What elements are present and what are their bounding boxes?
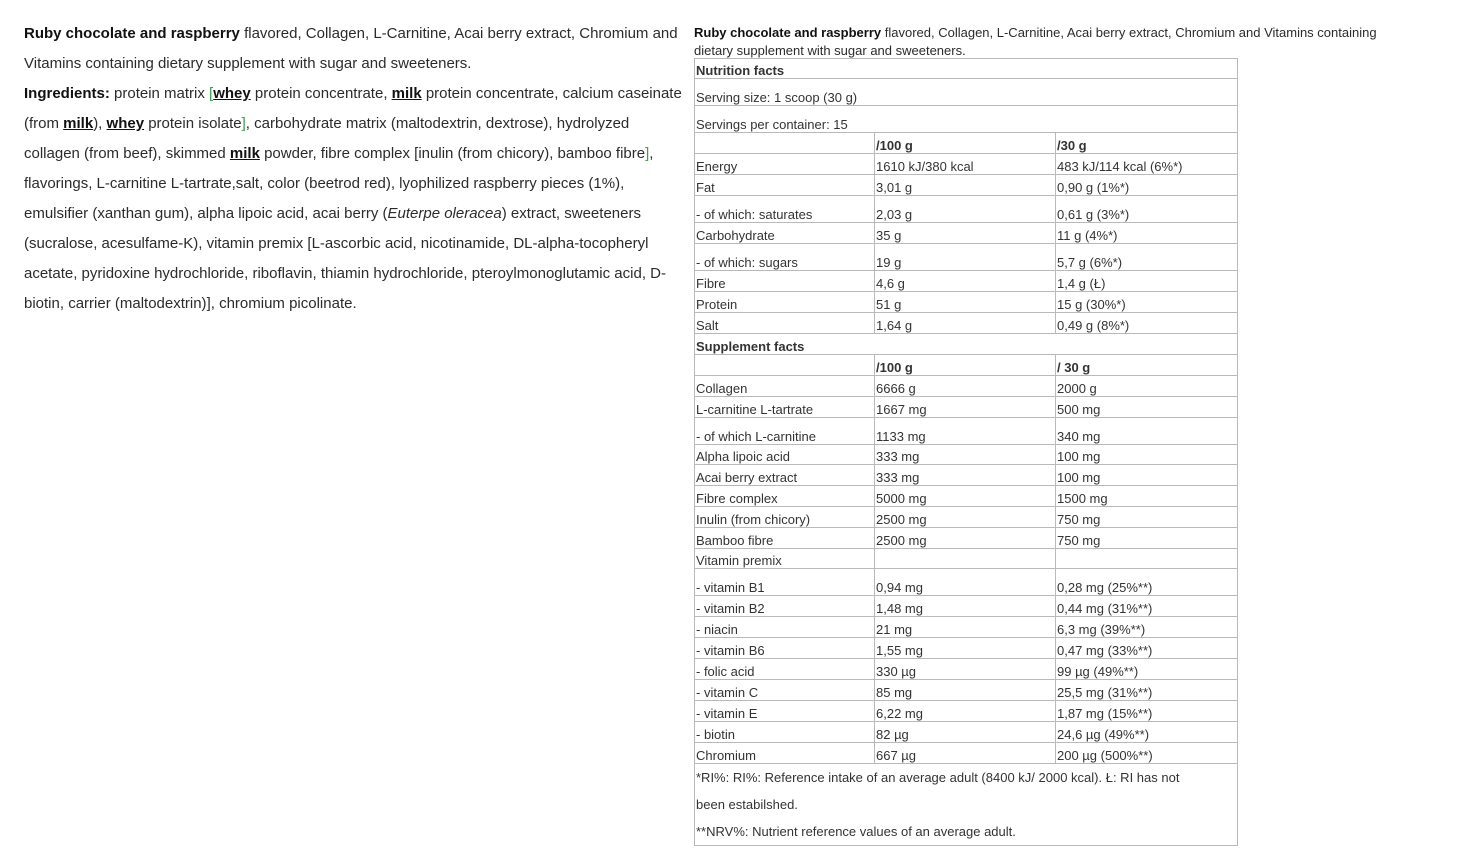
vitamin-premix-label: Vitamin premix bbox=[695, 549, 875, 569]
value-per-30g: 6,3 mg (39%**) bbox=[1056, 617, 1238, 638]
value-per-100g: 1,55 mg bbox=[875, 638, 1056, 659]
facts-heading: Ruby chocolate and raspberry flavored, Collagen, L-Carnitine, Acai berry extract, Chromium and Vitamins containing bbox=[694, 25, 1377, 40]
allergen-milk: milk bbox=[391, 85, 422, 102]
ingredients-block bbox=[24, 19, 684, 319]
ingredients-text: Ingredients: protein matrix [whey protein concentrate, milk protein concentrate, calcium caseinate (from milk), whey protein isolate], carbohydrate matrix (maltodextrin, dextrose), hydrolyzed collagen (from beef), skimmed milk powder, fibre complex [inulin (from chicory), bamboo fibre], flavorings, L-carnitine L-tartrate,salt, color (beetrod red), lyophilized raspberry pieces (1%), emulsifier (xanthan gum), alpha lipoic acid, acai berry (Euterpe oleracea) extract, sweeteners (sucralose, acesulfame-K), vitamin premix [L-ascorbic acid, nicotinamide, DL-alpha-tocopheryl acetate, pyridoxine hydrochloride, riboflavin, thiamin hydrochloride, pteroylmonoglutamic acid, D-biotin, carrier (maltodextrin)], chromium picolinate. bbox=[24, 85, 682, 312]
row-label: L-carnitine L-tartrate bbox=[695, 397, 875, 418]
table-row bbox=[695, 617, 1238, 638]
row-label: Collagen bbox=[695, 376, 875, 397]
table-row bbox=[695, 313, 1238, 334]
table-row bbox=[695, 659, 1238, 680]
value-per-30g: 750 mg bbox=[1056, 528, 1238, 549]
value-per-100g: 0,94 mg bbox=[875, 569, 1056, 596]
value-per-30g: 0,28 mg (25%**) bbox=[1056, 569, 1238, 596]
table-row bbox=[695, 223, 1238, 244]
value-per-100g: 1667 mg bbox=[875, 397, 1056, 418]
value-per-100g: 19 g bbox=[875, 244, 1056, 271]
col-header-100g: /100 g bbox=[875, 355, 1056, 376]
row-label: - vitamin B1 bbox=[695, 569, 875, 596]
supplement-facts-title: Supplement facts bbox=[695, 334, 1238, 355]
table-row bbox=[695, 722, 1238, 743]
value-per-100g: 51 g bbox=[875, 292, 1056, 313]
table-row bbox=[695, 376, 1238, 397]
ri-footnote: *RI%: RI%: Reference intake of an average adult (8400 kJ/ 2000 kcal). Ł: RI has not bbox=[696, 770, 1180, 785]
ingredients-label: Ingredients: bbox=[24, 85, 110, 102]
value-per-100g: 667 µg bbox=[875, 743, 1056, 764]
value-per-30g: 500 mg bbox=[1056, 397, 1238, 418]
value-per-30g: 1,87 mg (15%**) bbox=[1056, 701, 1238, 722]
facts-heading-line2: dietary supplement with sugar and sweeteners. bbox=[694, 43, 966, 58]
table-row bbox=[695, 486, 1238, 507]
allergen-milk: milk bbox=[63, 115, 94, 132]
allergen-milk: milk bbox=[229, 145, 260, 162]
row-label: Alpha lipoic acid bbox=[695, 445, 875, 465]
row-label: - vitamin B2 bbox=[695, 596, 875, 617]
value-per-100g: 35 g bbox=[875, 223, 1056, 244]
value-per-30g: 15 g (30%*) bbox=[1056, 292, 1238, 313]
table-row bbox=[695, 569, 1238, 596]
table-row bbox=[695, 175, 1238, 196]
table-row bbox=[695, 196, 1238, 223]
row-label: Bamboo fibre bbox=[695, 528, 875, 549]
row-label: Fibre complex bbox=[695, 486, 875, 507]
row-label: Carbohydrate bbox=[695, 223, 875, 244]
row-label: - vitamin B6 bbox=[695, 638, 875, 659]
row-label: - vitamin C bbox=[695, 680, 875, 701]
row-label: Salt bbox=[695, 313, 875, 334]
value-per-30g: 25,5 mg (31%**) bbox=[1056, 680, 1238, 701]
value-per-100g: 333 mg bbox=[875, 465, 1056, 486]
value-per-30g: 5,7 g (6%*) bbox=[1056, 244, 1238, 271]
value-per-30g: 340 mg bbox=[1056, 418, 1238, 445]
value-per-30g: 11 g (4%*) bbox=[1056, 223, 1238, 244]
row-label: - biotin bbox=[695, 722, 875, 743]
value-per-100g: 82 µg bbox=[875, 722, 1056, 743]
row-label: Protein bbox=[695, 292, 875, 313]
ri-footnote: been estabilshed. bbox=[696, 797, 798, 812]
row-label: - of which: sugars bbox=[695, 244, 875, 271]
value-per-100g: 4,6 g bbox=[875, 271, 1056, 292]
row-label: - folic acid bbox=[695, 659, 875, 680]
table-row bbox=[695, 743, 1238, 764]
value-per-100g: 2500 mg bbox=[875, 528, 1056, 549]
table-row bbox=[695, 271, 1238, 292]
value-per-100g: 85 mg bbox=[875, 680, 1056, 701]
table-row bbox=[695, 397, 1238, 418]
value-per-30g: 0,44 mg (31%**) bbox=[1056, 596, 1238, 617]
allergen-whey: whey bbox=[213, 85, 251, 102]
servings-per-container: Servings per container: 15 bbox=[695, 106, 1238, 133]
table-row bbox=[695, 244, 1238, 271]
row-label: - of which L-carnitine bbox=[695, 418, 875, 445]
value-per-30g: 1500 mg bbox=[1056, 486, 1238, 507]
product-description: Ruby chocolate and raspberry flavored, Collagen, L-Carnitine, Acai berry extract, Chromium and Vitamins containing dietary supplement with sugar and sweeteners. bbox=[24, 25, 678, 72]
nrv-footnote: **NRV%: Nutrient reference values of an average adult. bbox=[696, 824, 1016, 839]
table-row bbox=[695, 465, 1238, 486]
row-label: - of which: saturates bbox=[695, 196, 875, 223]
facts-panel bbox=[694, 19, 1464, 846]
value-per-100g: 6,22 mg bbox=[875, 701, 1056, 722]
value-per-100g: 3,01 g bbox=[875, 175, 1056, 196]
table-row bbox=[695, 596, 1238, 617]
nutrition-table bbox=[694, 58, 1238, 846]
table-row bbox=[695, 680, 1238, 701]
table-row bbox=[695, 292, 1238, 313]
value-per-30g: 100 mg bbox=[1056, 465, 1238, 486]
table-row bbox=[695, 528, 1238, 549]
value-per-100g: 21 mg bbox=[875, 617, 1056, 638]
product-name: Ruby chocolate and raspberry bbox=[24, 25, 240, 42]
value-per-100g: 2500 mg bbox=[875, 507, 1056, 528]
value-per-100g: 1133 mg bbox=[875, 418, 1056, 445]
serving-size: Serving size: 1 scoop (30 g) bbox=[695, 79, 1238, 106]
value-per-30g: 0,90 g (1%*) bbox=[1056, 175, 1238, 196]
row-label: Energy bbox=[695, 154, 875, 175]
value-per-30g: 99 µg (49%**) bbox=[1056, 659, 1238, 680]
allergen-whey: whey bbox=[106, 115, 145, 132]
nutrition-facts-title: Nutrition facts bbox=[695, 59, 1238, 79]
col-header-30g: /30 g bbox=[1056, 133, 1238, 154]
row-label: Inulin (from chicory) bbox=[695, 507, 875, 528]
value-per-100g: 5000 mg bbox=[875, 486, 1056, 507]
value-per-100g: 6666 g bbox=[875, 376, 1056, 397]
row-label: Fat bbox=[695, 175, 875, 196]
value-per-30g: 100 mg bbox=[1056, 445, 1238, 465]
row-label: Chromium bbox=[695, 743, 875, 764]
value-per-30g: 750 mg bbox=[1056, 507, 1238, 528]
value-per-30g: 1,4 g (Ł) bbox=[1056, 271, 1238, 292]
table-row bbox=[695, 507, 1238, 528]
latin-name: Euterpe oleracea bbox=[387, 205, 502, 222]
value-per-30g: 0,61 g (3%*) bbox=[1056, 196, 1238, 223]
value-per-30g: 24,6 µg (49%**) bbox=[1056, 722, 1238, 743]
value-per-30g: 483 kJ/114 kcal (6%*) bbox=[1056, 154, 1238, 175]
value-per-100g: 330 µg bbox=[875, 659, 1056, 680]
value-per-30g: 0,47 mg (33%**) bbox=[1056, 638, 1238, 659]
value-per-30g: 0,49 g (8%*) bbox=[1056, 313, 1238, 334]
table-row bbox=[695, 154, 1238, 175]
value-per-100g: 1610 kJ/380 kcal bbox=[875, 154, 1056, 175]
footnotes bbox=[695, 764, 1238, 846]
col-header-30g: / 30 g bbox=[1056, 355, 1238, 376]
value-per-100g: 1,48 mg bbox=[875, 596, 1056, 617]
table-row bbox=[695, 638, 1238, 659]
table-row bbox=[695, 701, 1238, 722]
row-label: Fibre bbox=[695, 271, 875, 292]
table-row bbox=[695, 418, 1238, 445]
value-per-30g: 200 µg (500%**) bbox=[1056, 743, 1238, 764]
value-per-100g: 1,64 g bbox=[875, 313, 1056, 334]
table-row bbox=[695, 445, 1238, 465]
col-header-100g: /100 g bbox=[875, 133, 1056, 154]
row-label: Acai berry extract bbox=[695, 465, 875, 486]
value-per-100g: 333 mg bbox=[875, 445, 1056, 465]
value-per-100g: 2,03 g bbox=[875, 196, 1056, 223]
value-per-30g: 2000 g bbox=[1056, 376, 1238, 397]
row-label: - vitamin E bbox=[695, 701, 875, 722]
row-label: - niacin bbox=[695, 617, 875, 638]
